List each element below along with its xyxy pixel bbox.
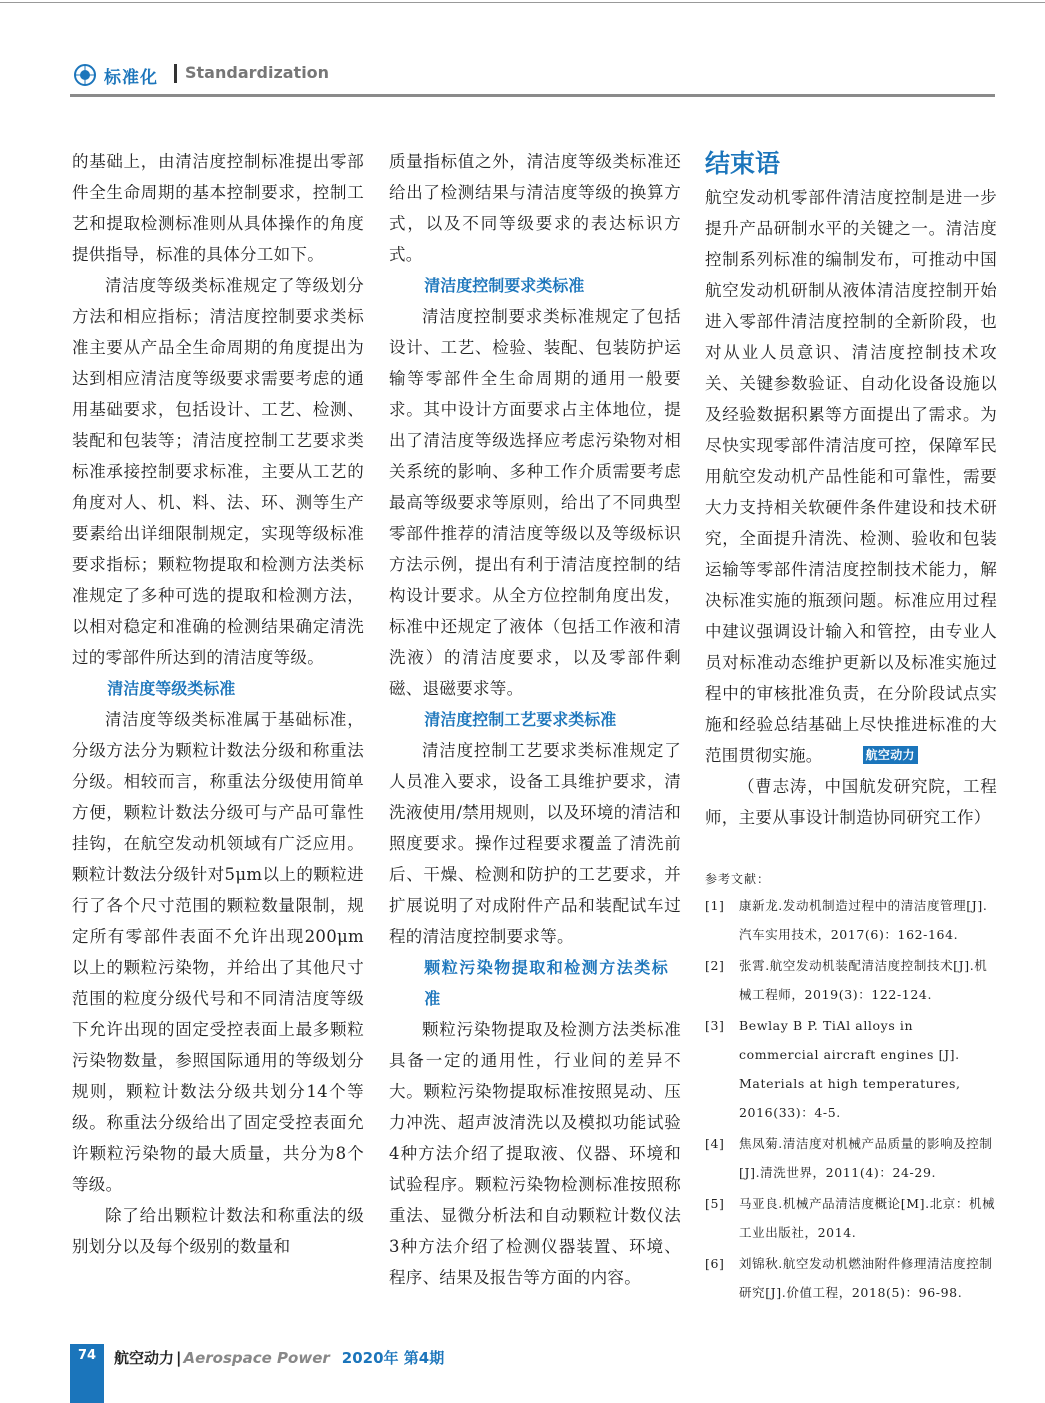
reference-item bbox=[705, 1129, 997, 1187]
references-list bbox=[705, 891, 997, 1307]
paragraph: 清洁度控制要求类标准规定了包括设计、工艺、检验、装配、包装防护运输等零部件全生命周期的通用一般要求。其中设计方面要求占主体地位，提出了清洁度等级选择应考虑污染物对相关系统的影响、多种工作介质需要考虑最高等级要求等原则，给出了不同典型零部件推荐的清洁度等级以及等级标识方法示例，提出有利于清洁度控制的结构设计要求。从全方位控制角度出发，标准中还规定了液体（包括工作液和清洗液）的清洁度要求，以及零部件剩磁、退磁要求等。 bbox=[389, 307, 681, 698]
reference-number: [1] bbox=[705, 898, 725, 913]
reference-item bbox=[705, 1011, 997, 1127]
running-header bbox=[70, 58, 995, 98]
page-number: 74 bbox=[77, 1348, 97, 1363]
paragraph bbox=[705, 182, 997, 771]
section-title-en: Standardization bbox=[185, 63, 330, 82]
reference-number: [3] bbox=[705, 1018, 725, 1033]
paragraph: 颗粒污染物提取及检测方法类标准具备一定的通用性，行业间的差异不大。颗粒污染物提取标准按照晃动、压力冲洗、超声波清洗以及模拟功能试验4种方法介绍了提取液、仪器、环境和试验程序。颗粒污染物检测标准按照称重法、显微分析法和自动颗粒计数仪法3种方法介绍了检测仪器装置、环境、程序、结果及报告等方面的内容。 bbox=[389, 1020, 681, 1287]
paragraph: 清洁度控制工艺要求类标准规定了人员准入要求，设备工具维护要求，清洗液使用/禁用规则，以及环境的清洁和照度要求。操作过程要求覆盖了清洗前后、干燥、检测和防护的工艺要求，并扩展说明了对成附件产品和装配试车过程的清洁度控制要求等。 bbox=[389, 741, 681, 946]
references-title: 参考文献： bbox=[705, 872, 771, 886]
end-badge: 航空动力 bbox=[863, 746, 918, 764]
reference-item bbox=[705, 951, 997, 1009]
paragraph: 清洁度等级类标准属于基础标准，分级方法分为颗粒计数法分级和称重法分级。相较而言，称重法分级使用简单方便，颗粒计数法分级可与产品可靠性挂钩，在航空发动机领域有广泛应用。颗粒计数法分级针对5μm以上的颗粒进行了各个尺寸范围的颗粒数量限制，规定所有零部件表面不允许出现200μm以上的颗粒污染物，并给出了其他尺寸范围的粒度分级代号和不同清洁度等级下允许出现的固定受控表面上最多颗粒污染物数量，参照国际通用的等级划分规则，颗粒计数法分级共划分14个等级。称重法分级给出了固定受控表面允许颗粒污染物的最大质量，共分为8个等级。 bbox=[72, 710, 364, 1194]
reference-number: [2] bbox=[705, 958, 725, 973]
reference-item bbox=[705, 891, 997, 949]
subheading-extraction-methods: 颗粒污染物提取和检测方法类标准 bbox=[424, 958, 670, 1008]
reference-text: 张霄.航空发动机装配清洁度控制技术[J].机械工程师，2019(3)：122-124. bbox=[739, 958, 988, 1002]
top-rule bbox=[0, 2, 1045, 3]
magazine-name-cn: 航空动力 bbox=[114, 1349, 175, 1367]
paragraph: 清洁度等级类标准规定了等级划分方法和相应指标；清洁度控制要求类标准主要从产品全生命周期的角度提出为达到相应清洁度等级要求需要考虑的通用基础要求，包括设计、工艺、检测、装配和包装等；清洁度控制工艺要求类标准承接控制要求标准，主要从工艺的角度对人、机、料、法、环、测等生产要素给出详细限制规定，实现等级标准要求指标；颗粒物提取和检测方法类标准规定了多种可选的提取和检测方法，以相对稳定和准确的检测结果确定清洗过的零部件所达到的清洁度等级。 bbox=[72, 276, 364, 667]
reference-number: [6] bbox=[705, 1256, 725, 1271]
subheading-process-requirements: 清洁度控制工艺要求类标准 bbox=[424, 710, 617, 729]
author-note: （曹志涛，中国航发研究院，工程师，主要从事设计制造协同研究工作） bbox=[705, 777, 997, 827]
reference-text: 焦凤菊.清洁度对机械产品质量的影响及控制[J].清洗世界，2011(4)：24-29. bbox=[739, 1136, 993, 1180]
reference-item bbox=[705, 1249, 997, 1307]
reference-text: 康新龙.发动机制造过程中的清洁度管理[J].汽车实用技术，2017(6)：162-164. bbox=[739, 898, 988, 942]
reference-item bbox=[705, 1189, 997, 1247]
reference-number: [4] bbox=[705, 1136, 725, 1151]
paragraph: 质量指标值之外，清洁度等级类标准还给出了检测结果与清洁度等级的换算方式，以及不同等级要求的表达标识方式。 bbox=[389, 152, 681, 264]
section-title-cn: 标准化 bbox=[104, 68, 158, 88]
reference-number: [5] bbox=[705, 1196, 725, 1211]
magazine-name-en: Aerospace Power bbox=[183, 1349, 330, 1367]
column-3 bbox=[705, 146, 997, 1307]
paragraph: 除了给出颗粒计数法和称重法的级别划分以及每个级别的数量和 bbox=[72, 1206, 364, 1256]
magazine-info bbox=[114, 1347, 444, 1368]
column-1 bbox=[72, 146, 364, 1262]
reference-text: Bewlay B P. TiAl alloys in commercial aircraft engines [J]. Materials at high temperatures, 2016(33)：4-5. bbox=[739, 1018, 961, 1120]
conclusion-text: 航空发动机零部件清洁度控制是进一步提升产品研制水平的关键之一。清洁度控制系列标准的编制发布，可推动中国航空发动机研制从液体清洁度控制开始进入零部件清洁度控制的全新阶段，也对从业人员意识、清洁度控制技术攻关、关键参数验证、自动化设备设施以及经验数据积累等方面提出了需求。为尽快实现零部件清洁度可控，保障军民用航空发动机产品性能和可靠性，需要大力支持相关软硬件条件建设和技术研究，全面提升清洗、检测、验收和包装运输等零部件清洁度控制技术能力，解决标准实施的瓶颈问题。标准应用过程中建议强调设计输入和管控，由专业人员对标准动态维护更新以及标准实施过程中的审核批准负责，在分阶段试点实施和经验总结基础上尽快推进标准的大范围贯彻实施。 bbox=[705, 188, 997, 765]
globe-logo-icon bbox=[74, 64, 96, 86]
running-footer bbox=[0, 1344, 1045, 1403]
subheading-cleanliness-grade: 清洁度等级类标准 bbox=[107, 679, 236, 698]
conclusion-title: 结束语 bbox=[705, 149, 781, 178]
subheading-control-requirements: 清洁度控制要求类标准 bbox=[424, 276, 585, 295]
reference-text: 刘锦秋.航空发动机燃油附件修理清洁度控制研究[J].价值工程，2018(5)：96-98. bbox=[739, 1256, 993, 1300]
header-separator bbox=[174, 64, 177, 83]
paragraph: 的基础上，由清洁度控制标准提出零部件全生命周期的基本控制要求，控制工艺和提取检测标准则从具体操作的角度提供指导，标准的具体分工如下。 bbox=[72, 152, 364, 264]
column-2 bbox=[389, 146, 681, 1293]
reference-text: 马亚良.机械产品清洁度概论[M].北京：机械工业出版社，2014. bbox=[739, 1196, 996, 1240]
header-rule bbox=[70, 94, 995, 97]
footer-separator: | bbox=[176, 1349, 182, 1367]
issue-label: 2020年 第4期 bbox=[341, 1349, 445, 1367]
